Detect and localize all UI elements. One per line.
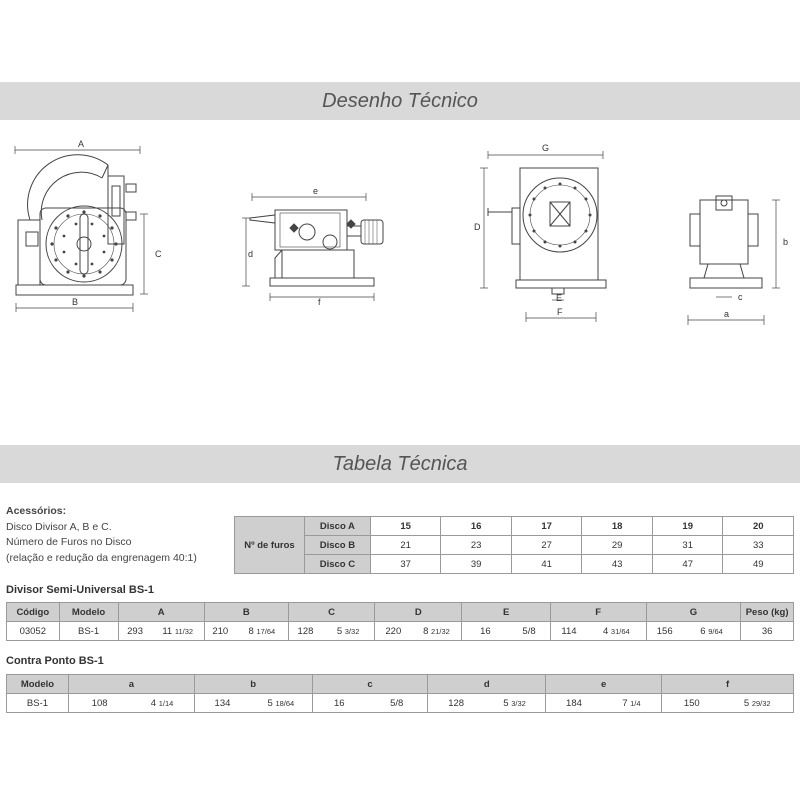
inch-value: 5 bbox=[503, 697, 509, 709]
inch-fraction: 29/32 bbox=[751, 698, 771, 708]
table-cell: 220 bbox=[375, 622, 412, 641]
table-cell: BS-1 bbox=[59, 622, 118, 641]
table-row bbox=[235, 517, 794, 536]
table-cell: 134 bbox=[194, 694, 250, 713]
inch-fraction: 3/32 bbox=[511, 698, 526, 708]
table-cell bbox=[411, 622, 462, 641]
accessories-line: Número de Furos no Disco bbox=[6, 536, 132, 548]
inch-value: 4 bbox=[150, 697, 157, 709]
table-cell: 16 bbox=[462, 622, 508, 641]
table-cell: 184 bbox=[546, 694, 602, 713]
table-cell: 5/8 bbox=[508, 622, 550, 641]
table-cell: 41 bbox=[511, 555, 582, 574]
inch-fraction: 3/32 bbox=[344, 626, 360, 636]
table-cell: 114 bbox=[550, 622, 587, 641]
dim-label-F: F bbox=[557, 307, 563, 317]
inch-fraction: 1/4 bbox=[630, 698, 641, 708]
technical-drawing bbox=[0, 128, 800, 338]
column-header: Modelo bbox=[7, 675, 69, 694]
inch-value: 5 bbox=[743, 697, 750, 709]
inch-value: 6 bbox=[700, 625, 706, 637]
dim-label-C: C bbox=[155, 249, 162, 259]
table-cell: 23 bbox=[441, 536, 512, 555]
table-cell: 150 bbox=[662, 694, 722, 713]
table-cell: 39 bbox=[441, 555, 512, 574]
divisor-table bbox=[6, 602, 794, 641]
column-header: G bbox=[646, 603, 741, 622]
inch-fraction: 9/64 bbox=[708, 626, 723, 636]
table-cell: 210 bbox=[204, 622, 236, 641]
table-cell: 37 bbox=[370, 555, 441, 574]
table-cell: 293 bbox=[118, 622, 152, 641]
dim-label-D: D bbox=[474, 222, 481, 232]
table-cell bbox=[484, 694, 546, 713]
tailstock-front-view bbox=[688, 196, 780, 325]
accessories-line: (relação e redução da engrenagem 40:1) bbox=[6, 551, 197, 564]
column-header: A bbox=[118, 603, 204, 622]
table-cell: 31 bbox=[652, 536, 723, 555]
dim-label-a: a bbox=[724, 309, 730, 319]
column-header: e bbox=[546, 675, 662, 694]
dim-label-c: c bbox=[738, 292, 743, 302]
table-cell bbox=[602, 694, 662, 713]
table-cell bbox=[683, 622, 741, 641]
column-header: F bbox=[550, 603, 646, 622]
table-cell bbox=[152, 622, 205, 641]
table-cell: 128 bbox=[288, 622, 322, 641]
table-cell bbox=[130, 694, 194, 713]
contra-ponto-title: Contra Ponto BS-1 bbox=[6, 655, 104, 667]
disk-label: Disco B bbox=[304, 536, 370, 555]
table-cell: 27 bbox=[511, 536, 582, 555]
table-row bbox=[7, 694, 794, 713]
table-cell: 29 bbox=[582, 536, 653, 555]
table-cell: 5/8 bbox=[366, 694, 428, 713]
divisor-title: Divisor Semi-Universal BS-1 bbox=[6, 584, 154, 596]
inch-value: 7 bbox=[622, 697, 628, 709]
table-cell bbox=[722, 694, 794, 713]
column-header: c bbox=[312, 675, 428, 694]
column-header: d bbox=[428, 675, 546, 694]
contra-ponto-table bbox=[6, 674, 794, 713]
table-cell: BS-1 bbox=[7, 694, 69, 713]
table-cell: 19 bbox=[652, 517, 723, 536]
table-cell: 15 bbox=[370, 517, 441, 536]
dim-label-e: e bbox=[313, 186, 319, 196]
dim-label-A: A bbox=[78, 139, 85, 149]
table-cell: 16 bbox=[441, 517, 512, 536]
table-cell: 20 bbox=[723, 517, 794, 536]
column-header: D bbox=[375, 603, 462, 622]
dim-label-b: b bbox=[783, 237, 789, 247]
table-row bbox=[235, 536, 794, 555]
table-cell: 33 bbox=[723, 536, 794, 555]
table-cell: 47 bbox=[652, 555, 723, 574]
holes-table bbox=[234, 516, 794, 574]
drawing-section-header: Desenho Técnico bbox=[0, 82, 800, 120]
table-cell: 49 bbox=[723, 555, 794, 574]
column-header: Modelo bbox=[59, 603, 118, 622]
table-row bbox=[7, 622, 794, 641]
table-cell bbox=[250, 694, 312, 713]
inch-fraction: 17/64 bbox=[256, 626, 276, 636]
inch-fraction: 18/64 bbox=[275, 698, 295, 708]
inch-value: 5 bbox=[336, 625, 343, 637]
dim-label-B: B bbox=[72, 297, 79, 307]
table-header-row bbox=[7, 675, 794, 694]
column-header: Peso (kg) bbox=[741, 603, 794, 622]
inch-value: 4 bbox=[602, 625, 609, 637]
column-header: a bbox=[68, 675, 194, 694]
table-section-header: Tabela Técnica bbox=[0, 445, 800, 483]
holes-label: Nº de furos bbox=[235, 517, 305, 574]
table-cell: 21 bbox=[370, 536, 441, 555]
dim-label-E: E bbox=[556, 293, 563, 303]
inch-fraction: 21/32 bbox=[431, 626, 450, 636]
table-cell: 128 bbox=[428, 694, 484, 713]
table-cell: 36 bbox=[741, 622, 794, 641]
inch-value: 8 bbox=[423, 625, 429, 637]
column-header: f bbox=[662, 675, 794, 694]
disk-label: Disco A bbox=[304, 517, 370, 536]
column-header: E bbox=[462, 603, 550, 622]
table-cell: 16 bbox=[312, 694, 366, 713]
dividing-head-front-view bbox=[480, 151, 606, 322]
table-cell: 18 bbox=[582, 517, 653, 536]
disk-label: Disco C bbox=[304, 555, 370, 574]
table-cell: 156 bbox=[646, 622, 683, 641]
table-cell: 43 bbox=[582, 555, 653, 574]
tailstock-side-view bbox=[242, 193, 383, 301]
inch-value: 5 bbox=[267, 697, 273, 709]
column-header: B bbox=[204, 603, 288, 622]
table-row bbox=[235, 555, 794, 574]
table-cell: 17 bbox=[511, 517, 582, 536]
accessories-title: Acessórios: bbox=[6, 505, 67, 517]
table-cell bbox=[236, 622, 289, 641]
inch-fraction: 11/32 bbox=[174, 626, 194, 636]
inch-fraction: 31/64 bbox=[610, 626, 630, 636]
table-header-row bbox=[7, 603, 794, 622]
column-header: C bbox=[288, 603, 374, 622]
dim-label-G: G bbox=[542, 143, 550, 153]
table-cell bbox=[322, 622, 375, 641]
table-cell: 03052 bbox=[7, 622, 60, 641]
dim-label-f: f bbox=[318, 297, 321, 307]
inch-value: 11 bbox=[162, 625, 173, 637]
column-header: Código bbox=[7, 603, 60, 622]
inch-value: 8 bbox=[248, 625, 254, 637]
table-cell bbox=[587, 622, 646, 641]
table-cell: 108 bbox=[68, 694, 130, 713]
dim-label-d: d bbox=[248, 249, 254, 259]
inch-fraction: 1/14 bbox=[158, 698, 174, 708]
dividing-head-side-view bbox=[15, 146, 148, 312]
accessories-line: Disco Divisor A, B e C. bbox=[6, 520, 112, 533]
accessories-block bbox=[6, 504, 197, 566]
column-header: b bbox=[194, 675, 312, 694]
